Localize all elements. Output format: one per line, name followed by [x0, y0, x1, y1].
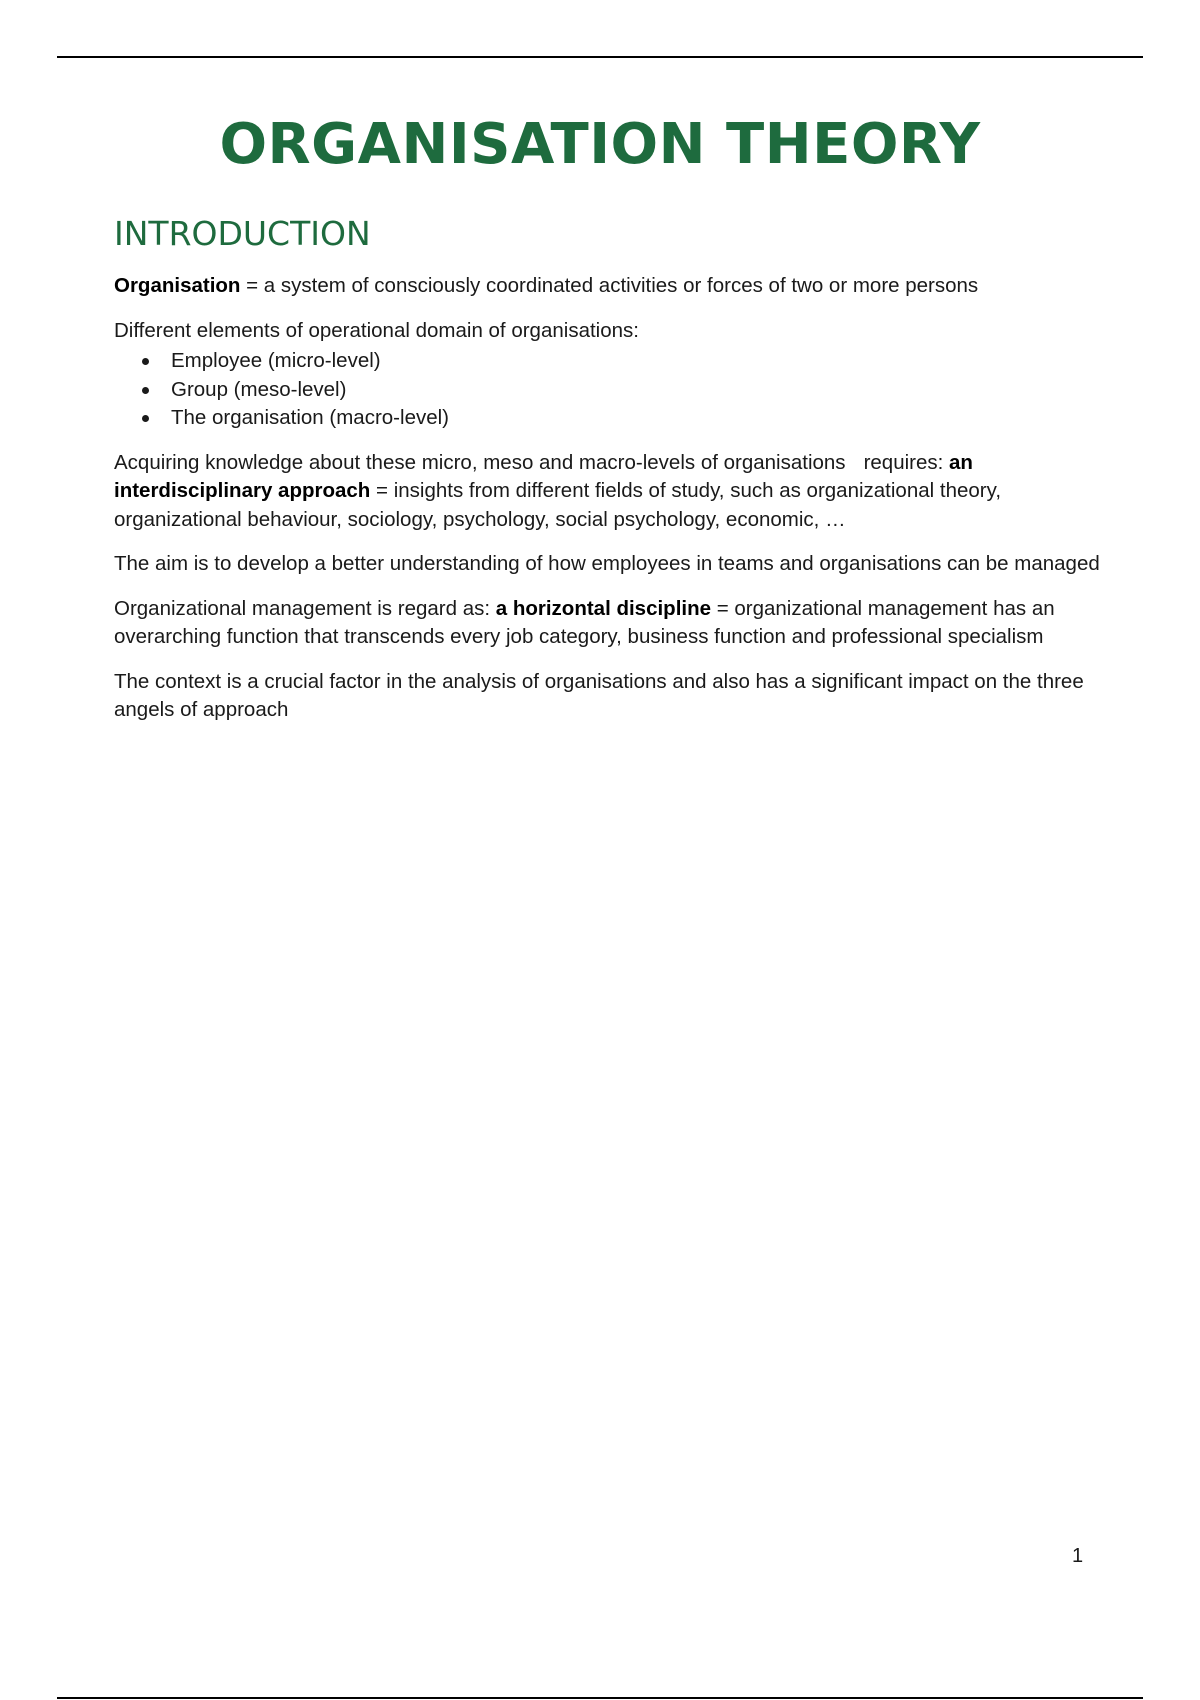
- list-item-text: Employee (micro-level): [171, 349, 381, 372]
- management-paragraph: [114, 595, 1104, 652]
- section-heading-introduction: INTRODUCTION: [114, 214, 371, 253]
- management-bold: a horizontal discipline: [495, 596, 712, 620]
- list-item: [114, 376, 1104, 405]
- document-title: ORGANISATION THEORY: [219, 112, 981, 177]
- page-number: 1: [1072, 1545, 1084, 1567]
- bullet-icon: [142, 415, 149, 422]
- elements-intro: Different elements of operational domain of organisations:: [114, 318, 639, 342]
- management-text-before: Organizational management is regard as:: [114, 596, 496, 620]
- elements-list: [114, 347, 1104, 433]
- knowledge-text-requires: requires:: [863, 450, 950, 474]
- definition-term: Organisation: [114, 274, 241, 297]
- context-paragraph: The context is a crucial factor in the analysis of organisations and also has a significant impact on the three angels of approach: [114, 669, 1084, 721]
- list-item-text: Group (meso-level): [171, 377, 347, 401]
- definition-paragraph: [114, 272, 1104, 301]
- top-rule: [57, 56, 1143, 58]
- knowledge-text-after: = insights from different fields of study, such as organizational theory, organizational behaviour, sociology, psychology, social psychology, economic, …: [114, 479, 1002, 531]
- aim-paragraph: The aim is to develop a better understanding of how employees in teams and organisations can be managed: [114, 552, 1100, 575]
- bullet-icon: [142, 358, 149, 365]
- document-body: [114, 272, 1104, 741]
- knowledge-text-before: Acquiring knowledge about these micro, meso and macro-levels of organisations: [114, 450, 846, 474]
- management-text-after: = organizational management has an overarching function that transcends every job category, business function and professional specialism: [114, 596, 1055, 648]
- list-item: [114, 347, 1104, 376]
- definition-text: = a system of consciously coordinated activities or forces of two or more persons: [240, 274, 979, 297]
- knowledge-paragraph: [114, 449, 1104, 535]
- knowledge-bold: an interdisciplinary approach: [114, 450, 973, 502]
- bottom-rule: [57, 1697, 1143, 1699]
- bullet-icon: [142, 387, 149, 394]
- list-item: [114, 404, 1104, 433]
- list-item-text: The organisation (macro-level): [171, 406, 450, 429]
